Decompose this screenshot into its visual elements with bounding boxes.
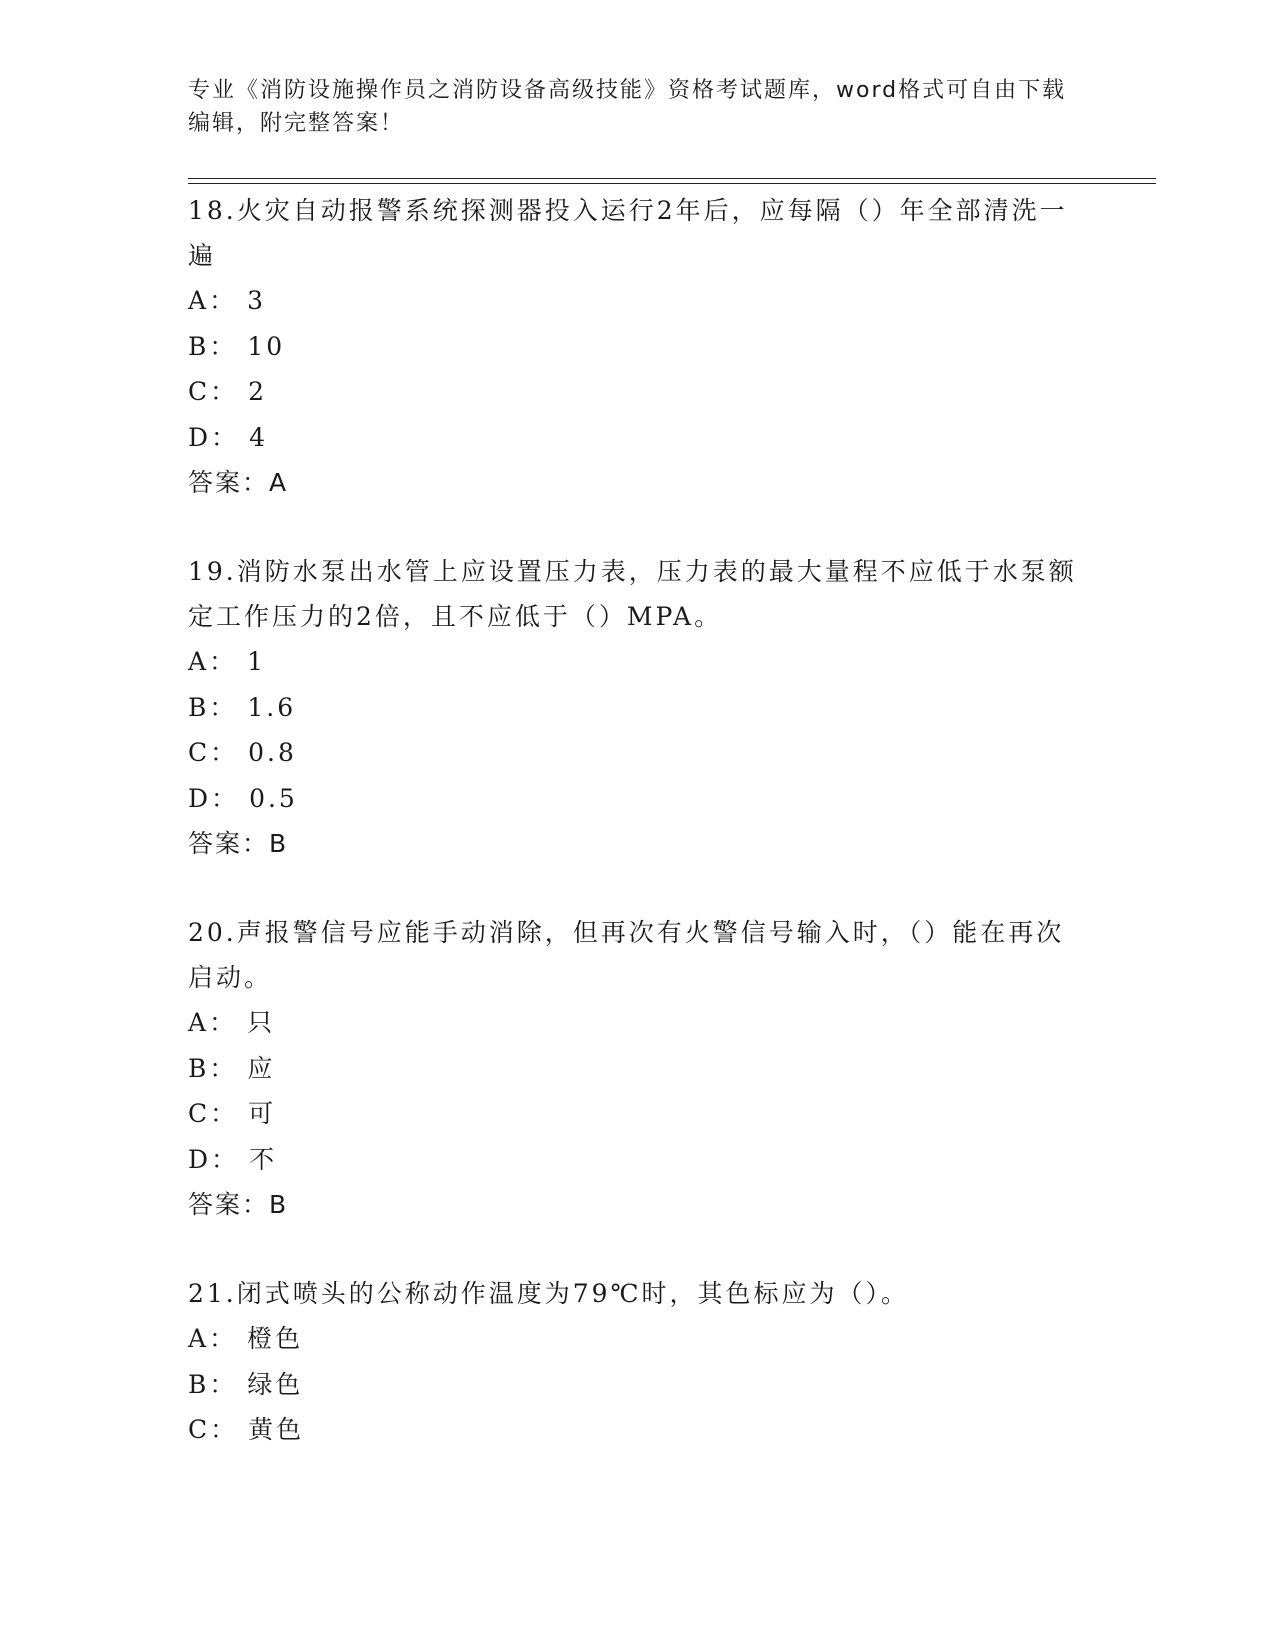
option-c	[188, 1091, 1088, 1137]
option-a	[188, 1316, 1088, 1362]
question-21	[188, 1271, 1088, 1453]
option-key: B	[188, 692, 210, 722]
option-separator: ：	[209, 331, 238, 361]
question-text: 18.火灾自动报警系统探测器投入运行2年后，应每隔（）年全部清洗一遍	[188, 196, 1068, 270]
option-key: A	[188, 286, 210, 315]
option-value: 4	[249, 422, 268, 452]
option-value: 不	[249, 1144, 278, 1174]
option-value: 0.5	[249, 783, 298, 813]
option-separator: ：	[211, 1144, 240, 1174]
option-separator: ：	[210, 1415, 239, 1444]
option-separator: ：	[209, 647, 238, 676]
option-key: D	[188, 1144, 212, 1174]
option-key: B	[188, 1053, 210, 1083]
option-a	[188, 278, 1088, 324]
option-d	[188, 1137, 1088, 1183]
header-rule-bottom	[188, 183, 1156, 184]
question-text: 21.闭式喷头的公称动作温度为79℃时，其色标应为（）。	[188, 1279, 910, 1308]
option-key: A	[188, 647, 210, 676]
option-key: B	[188, 331, 210, 361]
question-text: 19.消防水泵出水管上应设置压力表，压力表的最大量程不应低于水泵额定工作压力的2倍，且不应低于（）MPA。	[188, 557, 1077, 631]
option-separator: ：	[209, 1369, 238, 1399]
option-value: 1	[247, 647, 266, 676]
option-key: B	[188, 1369, 210, 1399]
option-value: 黄色	[248, 1415, 305, 1444]
option-separator: ：	[210, 377, 239, 406]
header-rule-top	[188, 178, 1156, 179]
option-a	[188, 1000, 1088, 1046]
question-18	[188, 188, 1088, 505]
document-intro: 专业《消防设施操作员之消防设备高级技能》资格考试题库，word格式可自由下载编辑，附完整答案！	[188, 78, 1067, 136]
question-20	[188, 910, 1088, 1227]
option-separator: ：	[209, 1053, 238, 1083]
option-separator: ：	[209, 692, 238, 722]
answer-line: 答案：B	[188, 1190, 289, 1219]
option-key: C	[188, 738, 211, 767]
option-value: 绿色	[247, 1369, 304, 1399]
option-c	[188, 1407, 1088, 1453]
option-separator: ：	[211, 783, 240, 813]
option-b	[188, 1362, 1088, 1408]
option-value: 3	[247, 286, 266, 315]
option-b	[188, 685, 1088, 731]
option-a	[188, 639, 1088, 685]
question-19	[188, 549, 1088, 866]
option-key: C	[188, 377, 211, 406]
option-value: 可	[248, 1099, 277, 1128]
option-value: 1.6	[247, 692, 297, 722]
question-text: 20.声报警信号应能手动消除，但再次有火警信号输入时，（）能在再次启动。	[188, 918, 1065, 992]
option-key: D	[188, 422, 212, 452]
option-value: 10	[247, 331, 286, 361]
option-separator: ：	[209, 286, 238, 315]
option-value: 只	[247, 1008, 276, 1037]
answer-line: 答案：A	[188, 468, 289, 497]
option-separator: ：	[211, 422, 240, 452]
option-separator: ：	[209, 1008, 238, 1037]
option-c	[188, 369, 1088, 415]
question-list	[188, 188, 1088, 1497]
option-b	[188, 324, 1088, 370]
option-key: C	[188, 1099, 211, 1128]
option-value: 橙色	[247, 1324, 304, 1353]
option-d	[188, 776, 1088, 822]
option-value: 应	[247, 1053, 276, 1083]
option-value: 2	[248, 377, 268, 406]
option-c	[188, 730, 1088, 776]
answer-line: 答案：B	[188, 829, 289, 858]
option-key: C	[188, 1415, 211, 1444]
option-separator: ：	[210, 1099, 239, 1128]
option-b	[188, 1046, 1088, 1092]
option-separator: ：	[209, 1324, 238, 1353]
option-key: D	[188, 783, 212, 813]
option-value: 0.8	[248, 738, 297, 767]
option-separator: ：	[210, 738, 239, 767]
option-d	[188, 415, 1088, 461]
option-key: A	[188, 1008, 210, 1037]
option-key: A	[188, 1324, 210, 1353]
